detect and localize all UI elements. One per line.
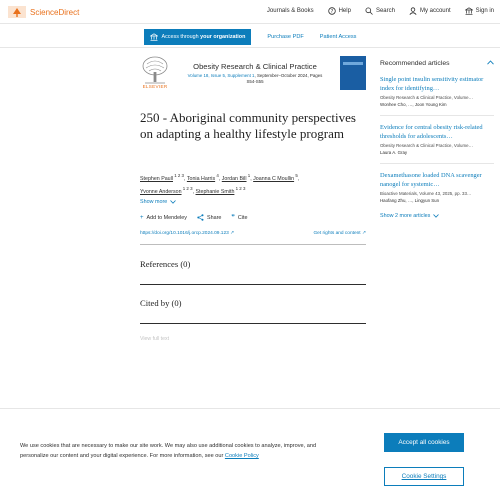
nav-sign-in-label: Sign in bbox=[475, 8, 494, 14]
recommended-article-source: Obesity Research & Clinical Practice, Volume… bbox=[380, 143, 473, 148]
nav-journals-books[interactable] bbox=[267, 8, 314, 14]
share-label: Share bbox=[206, 214, 222, 221]
access-bold-label: your organization bbox=[200, 33, 246, 40]
recommended-article bbox=[380, 163, 494, 203]
journal-header bbox=[140, 56, 366, 96]
author-affiliation: 1 2 3 bbox=[181, 185, 193, 191]
accept-all-cookies-button[interactable]: Accept all cookies bbox=[384, 433, 464, 452]
plus-icon: + bbox=[140, 214, 144, 221]
show-more-articles-button[interactable] bbox=[380, 213, 494, 219]
chevron-up-icon bbox=[487, 60, 494, 65]
journal-issue-link[interactable]: Volume 18, Issue 5, Supplement 1 bbox=[187, 73, 255, 78]
svg-text:?: ? bbox=[330, 8, 333, 15]
recommended-articles-heading: Recommended articles bbox=[380, 60, 450, 67]
cited-by-heading[interactable]: Cited by (0) bbox=[140, 298, 182, 308]
journal-pages: S54-S55 bbox=[246, 79, 264, 84]
nav-my-account-label: My account bbox=[419, 8, 451, 14]
author-name[interactable]: Tonia Harris bbox=[186, 175, 216, 182]
divider bbox=[140, 323, 366, 324]
divider bbox=[140, 284, 366, 285]
recommended-article-title[interactable]: Evidence for central obesity risk-related thresholds for adolescents… bbox=[380, 124, 483, 140]
elsevier-tree-icon bbox=[141, 56, 169, 84]
author-name[interactable]: Joanna C Moullin bbox=[253, 175, 295, 182]
cookie-policy-link[interactable]: Cookie Policy bbox=[224, 453, 259, 459]
purchase-pdf-link[interactable]: Purchase PDF bbox=[267, 33, 304, 40]
nav-my-account[interactable] bbox=[409, 7, 451, 15]
view-full-text-link[interactable]: View full text bbox=[140, 336, 170, 342]
author-name[interactable]: Jordan Bill bbox=[221, 175, 247, 182]
author-affiliation: 1 2 3 bbox=[234, 185, 246, 191]
rights-link[interactable]: Get rights and content ↗ bbox=[313, 231, 366, 236]
nav-journals-books-label: Journals & Books bbox=[266, 8, 314, 14]
elsevier-logo[interactable] bbox=[140, 56, 170, 94]
sciencedirect-logo[interactable] bbox=[8, 6, 79, 18]
recommended-article-title[interactable]: Dexamethasone loaded DNA scavenger nanogel for systemic… bbox=[380, 172, 482, 188]
help-icon bbox=[328, 7, 336, 15]
journal-issue-meta bbox=[174, 73, 336, 85]
recommended-article-source: Obesity Research & Clinical Practice, Volume… bbox=[380, 95, 473, 100]
recommended-article-title[interactable]: Single point insulin sensitivity estimator index for identifying… bbox=[380, 76, 484, 92]
user-icon bbox=[409, 7, 417, 15]
quote-icon: ❞ bbox=[231, 215, 235, 221]
recommended-articles-panel bbox=[380, 60, 494, 219]
top-header bbox=[0, 0, 500, 24]
author-name[interactable]: Stephen Paull bbox=[140, 175, 173, 182]
patient-access-link[interactable]: Patient Access bbox=[319, 33, 357, 40]
author-affiliation: 1 2 3 bbox=[172, 173, 185, 178]
elsevier-tree-icon bbox=[8, 6, 26, 18]
institution-icon bbox=[150, 33, 158, 41]
show-more-articles-label: Show 2 more articles bbox=[380, 213, 431, 219]
recommended-article bbox=[380, 75, 494, 107]
cookie-banner bbox=[0, 408, 500, 500]
nav-search[interactable] bbox=[365, 7, 395, 15]
access-prefix-label: Access through bbox=[161, 33, 201, 40]
cookie-notice-text: We use cookies that are necessary to make our site work. We may also use additional cookies to analyze, improve, and personalize our content and your digital experience. For more information, see our bbox=[20, 443, 317, 459]
brand-name: ScienceDirect bbox=[30, 7, 80, 17]
journal-cover-image[interactable] bbox=[340, 56, 366, 90]
journal-issue-rest: , September–October 2024, Pages bbox=[254, 73, 323, 78]
author-name[interactable]: Stephanie Smith bbox=[195, 188, 235, 195]
publisher-name: ELSEVIER bbox=[142, 84, 168, 89]
chevron-down-icon bbox=[433, 214, 439, 218]
author-name[interactable]: Yvonne Anderson bbox=[140, 188, 182, 195]
recommended-article-source: Bioactive Materials, Volume 43, 2025, pp. 33… bbox=[380, 191, 472, 196]
show-more-button[interactable] bbox=[140, 199, 176, 205]
recommended-article bbox=[380, 115, 494, 155]
divider bbox=[140, 244, 366, 245]
cookie-settings-button[interactable]: Cookie Settings bbox=[384, 467, 464, 486]
author-separator: , bbox=[297, 175, 300, 182]
nav-sign-in[interactable] bbox=[465, 7, 494, 15]
author-list bbox=[140, 171, 366, 197]
recommended-article-authors: Laura A. Gray bbox=[380, 150, 408, 155]
institution-icon bbox=[465, 7, 473, 15]
article-actions bbox=[140, 214, 248, 221]
recommended-article-authors: Wonhee Cho, …, Joon Young Kim bbox=[380, 102, 447, 107]
share-button[interactable] bbox=[197, 214, 221, 221]
add-to-mendeley-label: Add to Mendeley bbox=[146, 214, 187, 221]
author-affiliation: 4 bbox=[215, 173, 219, 178]
add-to-mendeley-button[interactable] bbox=[140, 214, 187, 221]
recommended-articles-header[interactable] bbox=[380, 60, 494, 67]
author-separator: , bbox=[218, 175, 222, 182]
author-affiliation: 1 bbox=[246, 173, 251, 178]
author-affiliation: 5 bbox=[294, 173, 298, 178]
cite-label: Cite bbox=[237, 214, 248, 221]
chevron-down-icon bbox=[170, 200, 176, 204]
nav-help[interactable] bbox=[328, 7, 351, 15]
nav-help-label: Help bbox=[338, 8, 351, 14]
author-separator: , bbox=[250, 175, 254, 182]
share-icon bbox=[197, 214, 204, 221]
access-through-organization-button[interactable] bbox=[144, 29, 252, 45]
search-icon bbox=[365, 7, 373, 15]
doi-row bbox=[140, 231, 366, 236]
author-separator: , bbox=[192, 188, 196, 195]
top-nav bbox=[267, 7, 494, 15]
author-separator: , bbox=[184, 175, 187, 182]
nav-search-label: Search bbox=[375, 8, 395, 14]
doi-link[interactable]: https://doi.org/10.1016/j.orcp.2024.09.123 ↗ bbox=[140, 231, 235, 236]
recommended-article-authors: Haofang Zhu, …, Lingyun Sun bbox=[380, 198, 440, 203]
article-title: 250 - Aboriginal community perspectives on adapting a healthy lifestyle program bbox=[140, 110, 356, 141]
cite-button[interactable] bbox=[231, 214, 247, 221]
references-heading[interactable]: References (0) bbox=[140, 259, 191, 269]
show-more-label: Show more bbox=[140, 199, 168, 205]
cookie-notice bbox=[20, 441, 320, 461]
journal-info bbox=[174, 56, 336, 96]
journal-title[interactable]: Obesity Research & Clinical Practice bbox=[193, 62, 317, 71]
access-bar bbox=[0, 26, 500, 48]
